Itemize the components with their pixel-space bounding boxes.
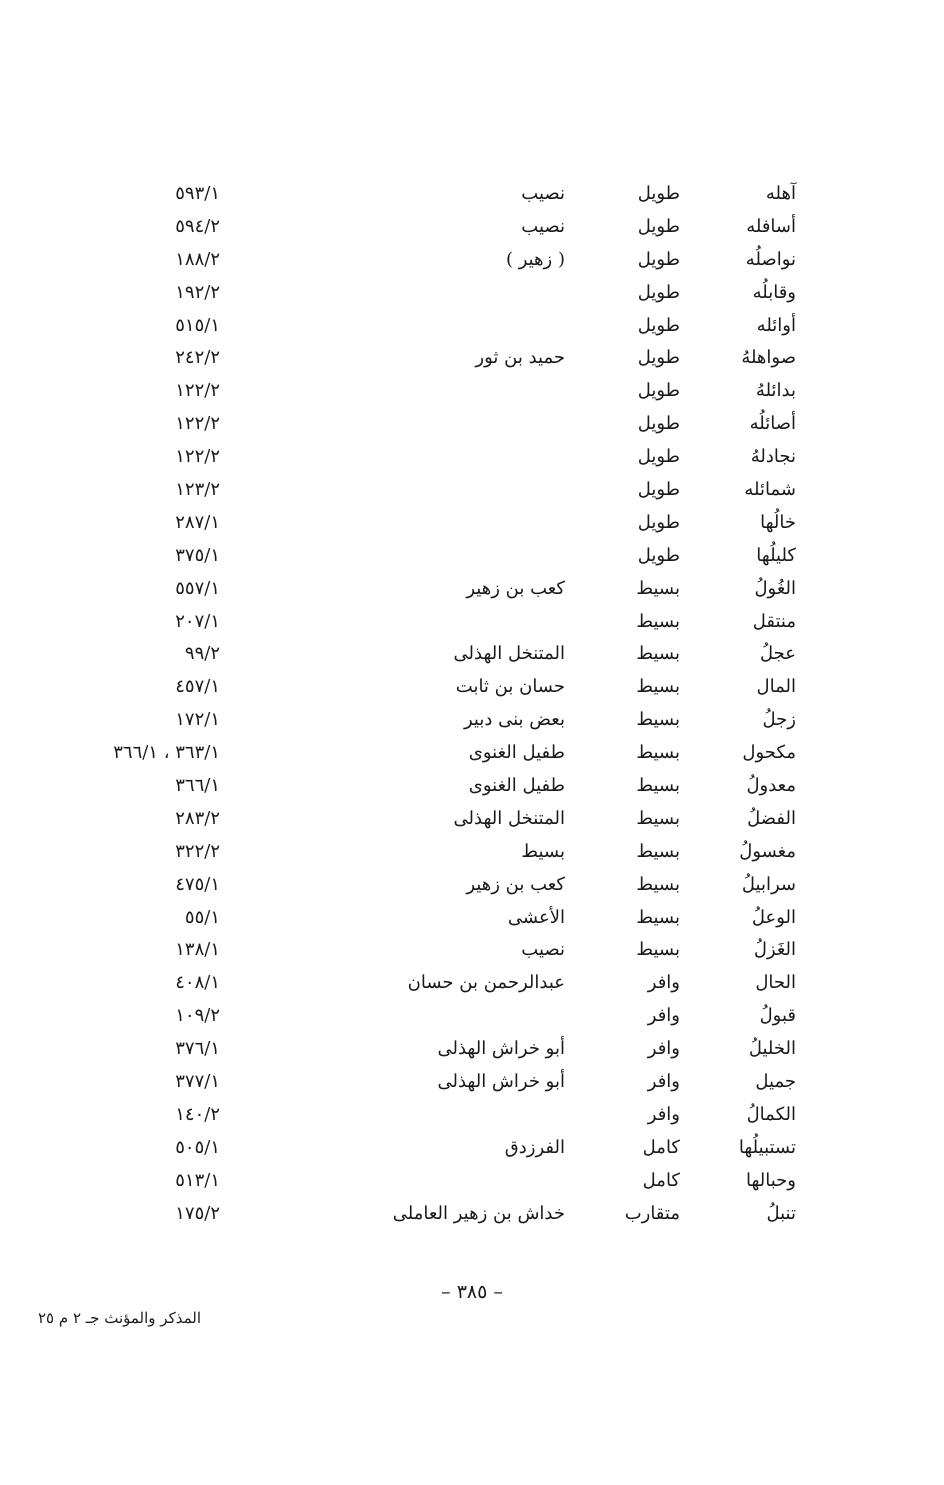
meter-name: طويل: [637, 215, 680, 237]
poet-name: بسيط: [521, 840, 565, 862]
meter-name: بسيط: [636, 643, 680, 665]
rhyme-word: الخليلُ: [748, 1038, 796, 1060]
rhyme-word: سرابيلُ: [741, 873, 796, 895]
rhyme-word: الغُولُ: [754, 577, 796, 599]
page-reference: ١٧٥/٢: [175, 1202, 220, 1224]
page-reference: ٣٢٢/٢: [175, 840, 220, 862]
page-reference: ٣٧٦/١: [175, 1038, 220, 1060]
table-row: [0, 869, 944, 902]
rhyme-word: أصائلُه: [749, 413, 796, 435]
meter-name: بسيط: [636, 939, 680, 961]
poet-name: حميد بن ثور: [475, 347, 565, 369]
meter-name: كامل: [642, 1169, 680, 1191]
poet-name: طفيل الغنوى: [468, 775, 565, 797]
page-reference: ١٧٢/١: [175, 709, 220, 731]
page-reference: ٢٠٧/١: [175, 610, 220, 632]
meter-name: بسيط: [636, 610, 680, 632]
page-reference: ٢٨٧/١: [175, 511, 220, 533]
poet-name: نصيب: [521, 939, 565, 961]
poet-name: كعب بن زهير: [466, 577, 565, 599]
meter-name: طويل: [637, 479, 680, 501]
table-row: [0, 277, 944, 310]
meter-name: بسيط: [636, 906, 680, 928]
rhyme-word: تستبيلُها: [738, 1136, 796, 1158]
meter-name: بسيط: [636, 742, 680, 764]
page-reference: ٥٩٤/٢: [175, 215, 220, 237]
table-row: [0, 836, 944, 869]
page-reference: ١٢٢/٢: [175, 446, 220, 468]
rhyme-word: الحال: [755, 972, 796, 994]
meter-name: وافر: [647, 972, 680, 994]
page-reference: ٢٤٢/٢: [175, 347, 220, 369]
meter-name: بسيط: [636, 873, 680, 895]
poet-name: عبدالرحمن بن حسان: [407, 972, 565, 994]
rhyme-word: آهله: [765, 183, 796, 204]
page-reference: ٥٠٥/١: [175, 1136, 220, 1158]
rhyme-word: الوعلُ: [751, 906, 796, 928]
table-row: [0, 606, 944, 639]
meter-name: متقارب: [624, 1202, 680, 1224]
page-reference: ٣٧٧/١: [175, 1071, 220, 1093]
rhyme-word: قبولُ: [759, 1005, 796, 1027]
page-reference: ٤٧٥/١: [175, 873, 220, 895]
meter-name: طويل: [637, 248, 680, 270]
rhyme-word: صواهلهُ: [741, 347, 796, 369]
poet-name: أبو خراش الهذلى: [437, 1038, 565, 1060]
poet-name: الفرزدق: [504, 1136, 565, 1158]
rhyme-word: مكحول: [742, 742, 796, 764]
rhyme-word: مغسولُ: [739, 840, 796, 862]
rhyme-word: الغَزلُ: [753, 939, 796, 961]
poet-name: خداش بن زهير العاملى: [392, 1202, 565, 1224]
rhyme-word: زجلُ: [762, 709, 796, 731]
page-reference: ٤٥٧/١: [175, 676, 220, 698]
poet-name: نصيب: [521, 215, 565, 237]
rhyme-word: أوائله: [756, 314, 796, 336]
meter-name: بسيط: [636, 577, 680, 599]
meter-name: طويل: [637, 380, 680, 402]
table-row: [0, 1132, 944, 1165]
page-reference: ١٩٢/٢: [175, 281, 220, 303]
page-reference: ١٤٠/٢: [175, 1103, 220, 1125]
page-reference: ٥١٥/١: [175, 314, 220, 336]
table-row: [0, 310, 944, 343]
page-reference: ٣٦٣/١ ، ٣٦٦/١: [113, 742, 220, 764]
poet-name: ( زهير ): [505, 248, 565, 270]
page-reference: ١٢٣/٢: [175, 479, 220, 501]
page-reference: ٣٦٦/١: [175, 775, 220, 797]
rhyme-word: عجلُ: [760, 643, 796, 665]
table-row: [0, 342, 944, 375]
page-reference: ١٢٢/٢: [175, 413, 220, 435]
page-reference: ١٨٨/٢: [175, 248, 220, 270]
meter-name: طويل: [637, 347, 680, 369]
rhyme-word: الفضلُ: [747, 807, 796, 829]
meter-name: طويل: [637, 281, 680, 303]
rhyme-word: المال: [756, 676, 796, 698]
rhyme-word: نواصلُه: [745, 248, 796, 270]
page-reference: ١٣٨/١: [175, 939, 220, 961]
poet-name: المتنخل الهذلى: [453, 807, 565, 829]
page-reference: ٤٠٨/١: [175, 972, 220, 994]
table-row: [0, 573, 944, 606]
poet-name: المتنخل الهذلى: [453, 643, 565, 665]
table-row: [0, 1099, 944, 1132]
rhyme-word: كليلُها: [756, 544, 796, 566]
table-row: [0, 244, 944, 277]
table-row: [0, 178, 944, 211]
poet-name: طفيل الغنوى: [468, 742, 565, 764]
table-row: [0, 1066, 944, 1099]
table-row: [0, 375, 944, 408]
poet-name: حسان بن ثابت: [455, 676, 565, 698]
table-row: [0, 638, 944, 671]
meter-name: طويل: [637, 544, 680, 566]
meter-name: كامل: [642, 1136, 680, 1158]
rhyme-word: وقابلُه: [752, 281, 796, 303]
table-row: [0, 441, 944, 474]
poet-name: الأعشى: [507, 906, 565, 928]
rhyme-word: وحبالها: [745, 1169, 796, 1191]
rhyme-word: بدائلهُ: [755, 380, 796, 402]
page-reference: ٣٧٥/١: [175, 544, 220, 566]
meter-name: بسيط: [636, 807, 680, 829]
page-reference: ٥١٣/١: [175, 1169, 220, 1191]
poet-name: نصيب: [521, 183, 565, 204]
meter-name: بسيط: [636, 775, 680, 797]
poet-name: أبو خراش الهذلى: [437, 1071, 565, 1093]
page-reference: ١٠٩/٢: [175, 1005, 220, 1027]
page-reference: ٥٥/١: [184, 906, 220, 928]
page-number: – ٣٨٥ –: [441, 1281, 503, 1303]
meter-name: وافر: [647, 1103, 680, 1125]
table-row: [0, 770, 944, 803]
table-row: [0, 704, 944, 737]
meter-name: وافر: [647, 1005, 680, 1027]
meter-name: بسيط: [636, 676, 680, 698]
meter-name: وافر: [647, 1071, 680, 1093]
meter-name: طويل: [637, 314, 680, 336]
rhyme-word: تنبلُ: [766, 1202, 796, 1224]
rhyme-word: الكمالُ: [746, 1103, 796, 1125]
poet-name: بعض بنى دبير: [463, 709, 565, 731]
meter-name: بسيط: [636, 709, 680, 731]
table-row: [0, 1198, 944, 1231]
table-row: [0, 507, 944, 540]
footer-signature: المذكر والمؤنث جـ ٢ م ٢٥: [38, 1309, 201, 1327]
table-row: [0, 1165, 944, 1198]
table-row: [0, 803, 944, 836]
page-reference: ٢٨٣/٢: [175, 807, 220, 829]
table-row: [0, 1000, 944, 1033]
table-row: [0, 1033, 944, 1066]
meter-name: طويل: [637, 413, 680, 435]
table-row: [0, 474, 944, 507]
page-reference: ٥٩٣/١: [175, 183, 220, 204]
table-row: [0, 671, 944, 704]
verse-index-table: [0, 178, 944, 1231]
page-reference: ٩٩/٢: [184, 643, 220, 665]
page-reference: ٥٥٧/١: [175, 577, 220, 599]
meter-name: بسيط: [636, 840, 680, 862]
rhyme-word: خالُها: [760, 511, 796, 533]
meter-name: طويل: [637, 511, 680, 533]
table-row: [0, 902, 944, 935]
meter-name: طويل: [637, 183, 680, 204]
rhyme-word: شمائله: [744, 479, 796, 501]
table-row: [0, 967, 944, 1000]
rhyme-word: معدولُ: [746, 775, 796, 797]
table-row: [0, 934, 944, 967]
table-row: [0, 540, 944, 573]
meter-name: وافر: [647, 1038, 680, 1060]
rhyme-word: جميل: [755, 1071, 796, 1093]
rhyme-word: نجادلهُ: [750, 446, 796, 468]
meter-name: طويل: [637, 446, 680, 468]
rhyme-word: أسافله: [746, 215, 796, 237]
poet-name: كعب بن زهير: [466, 873, 565, 895]
table-row: [0, 211, 944, 244]
table-row: [0, 737, 944, 770]
table-row: [0, 408, 944, 441]
page-reference: ١٢٢/٢: [175, 380, 220, 402]
rhyme-word: منتقل: [752, 610, 796, 632]
